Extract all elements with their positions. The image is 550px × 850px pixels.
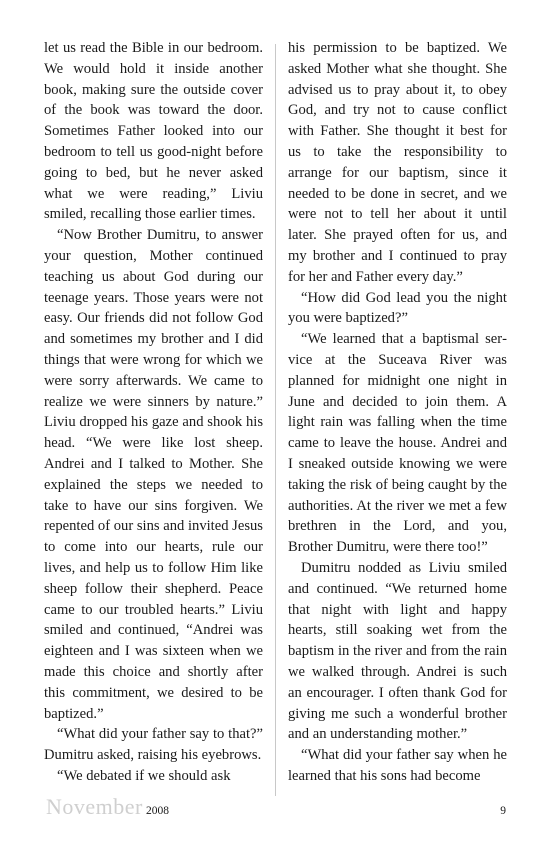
paragraph: “What did your father say to that?” Dumitru asked, raising his eyebrows. (44, 726, 263, 764)
paragraph: his permission to be baptized. We asked Mother what she thought. She advised us to pray about it, to obey God, and try not to cause conflict with Father. She thought it best for us to take the responsibility to arrange for our baptism, since it needed to be done in secret, and we were not to tell her about it until later. She prayed often for us, and my brother and I continued to pray for her and Father every day.” (288, 40, 507, 285)
footer-year: 2008 (146, 805, 169, 817)
right-text-column (288, 38, 507, 787)
left-text-column (44, 38, 263, 787)
paragraph: “What did your father say when he learned that his sons had become (288, 747, 507, 784)
paragraph: let us read the Bible in our bedroom. We would hold it inside another book, making sure the outside cover of the book was toward the door. Sometimes Father looked into our bedroom to tell us good-night before going to bed, but he never asked what we were reading,” Liviu smiled, recalling those earlier times. (44, 40, 263, 223)
page-number: 9 (500, 805, 506, 817)
column-divider (275, 44, 276, 796)
paragraph: “Now Brother Dumitru, to answer your question, Mother continued teaching us about God during our teenage years. Those years were not easy. Our friends did not follow God and sometimes my brother and I did things that were wrong for which we were sorry afterwards. We came to realize we were sinners by nature.” Liviu dropped his gaze and shook his head. “We were like lost sheep. Andrei and I talked to Mother. She explained the steps we needed to take to have our sins forgiven. We repented of our sins and invited Jesus to come into our hearts, rule our lives, and help us to follow Him like sheep follow their shepherd. Peace came to our troubled hearts.” Liviu smiled and continued, “Andrei was eighteen and I was sixteen when we made this choice and shortly after this commitment, we desired to be baptized.” (44, 227, 263, 722)
footer-month: November (46, 794, 143, 819)
paragraph: “How did God lead you the night you were baptized?” (288, 289, 507, 327)
paragraph: “We learned that a baptismal service at the Suceava River was planned for midnight one night in June and decided to join them. A light rain was falling when the time came to leave the house. Andrei and I sneaked outside knowing we were taking the risk of being caught by the authorities. At the river we met a few brethren in the Lord, and you, Brother Dumitru, were there too!” (288, 331, 507, 556)
paragraph: “We debated if we should ask (57, 767, 231, 784)
paragraph: Dumitru nodded as Liviu smiled and continued. “We returned home that night with light and happy hearts, still soaking wet from the baptism in the river and from the rain we walked through. Andrei is such an encourager. I often thank God for giving me such a wonderful brother and an understanding mother.” (288, 559, 507, 743)
